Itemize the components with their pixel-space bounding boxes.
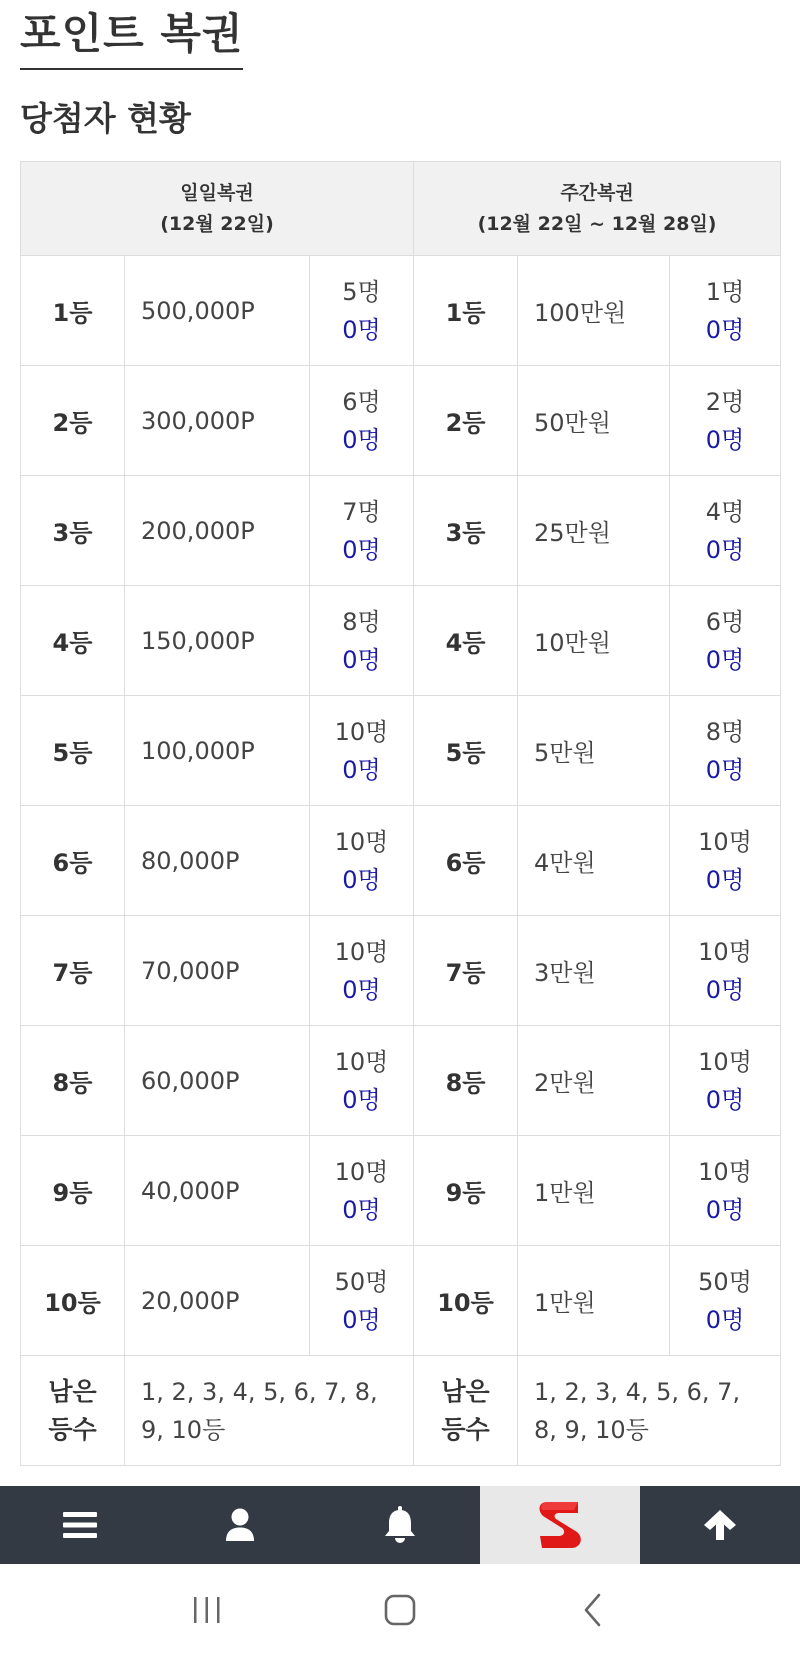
daily-quota: 50명 <box>334 1267 389 1296</box>
daily-rank: 3등 <box>21 476 125 586</box>
weekly-winners: 0명 <box>705 425 745 454</box>
daily-quota: 10명 <box>334 937 389 966</box>
weekly-prize: 1만원 <box>518 1246 670 1356</box>
recents-icon <box>191 1595 223 1625</box>
weekly-count-cell <box>670 366 781 476</box>
weekly-quota: 8명 <box>705 717 745 746</box>
daily-rank: 5등 <box>21 696 125 806</box>
daily-quota: 7명 <box>342 497 381 526</box>
remaining-label-line1: 남은 <box>441 1376 490 1406</box>
daily-count-cell <box>310 1136 414 1246</box>
weekly-count-cell <box>670 256 781 366</box>
weekly-rank: 4등 <box>414 586 518 696</box>
weekly-prize: 100만원 <box>518 256 670 366</box>
daily-rank: 2등 <box>21 366 125 476</box>
daily-winners: 0명 <box>342 535 381 564</box>
weekly-rank: 6등 <box>414 806 518 916</box>
table-row <box>21 476 781 586</box>
menu-icon <box>63 1511 97 1539</box>
weekly-rank: 3등 <box>414 476 518 586</box>
daily-remaining-label <box>21 1356 125 1466</box>
daily-winners: 0명 <box>342 1305 381 1334</box>
weekly-prize: 10만원 <box>518 586 670 696</box>
weekly-prize: 5만원 <box>518 696 670 806</box>
daily-count-cell <box>310 256 414 366</box>
scroll-top-button[interactable] <box>640 1486 800 1564</box>
weekly-quota: 2명 <box>705 387 745 416</box>
weekly-rank: 10등 <box>414 1246 518 1356</box>
table-row <box>21 256 781 366</box>
remaining-label-line2: 등수 <box>48 1414 97 1444</box>
user-button[interactable] <box>160 1486 320 1564</box>
table-row <box>21 586 781 696</box>
weekly-count-cell <box>670 1026 781 1136</box>
remaining-label-line2: 등수 <box>441 1414 490 1444</box>
weekly-remaining-ranks <box>518 1356 781 1466</box>
weekly-winners: 0명 <box>705 1085 745 1114</box>
home-button[interactable] <box>360 1580 440 1640</box>
weekly-winners: 0명 <box>705 315 745 344</box>
daily-rank: 1등 <box>21 256 125 366</box>
site-logo-button[interactable] <box>480 1486 640 1564</box>
daily-prize: 300,000P <box>125 366 310 476</box>
table-row <box>21 1246 781 1356</box>
recents-button[interactable] <box>167 1580 247 1640</box>
daily-quota: 10명 <box>334 1047 389 1076</box>
daily-quota: 5명 <box>342 277 381 306</box>
daily-lottery-title: 일일복권 <box>180 181 254 204</box>
daily-prize: 80,000P <box>125 806 310 916</box>
table-header-row <box>21 162 781 256</box>
weekly-rank: 9등 <box>414 1136 518 1246</box>
weekly-count-cell <box>670 1246 781 1356</box>
notifications-button[interactable] <box>320 1486 480 1564</box>
weekly-quota: 6명 <box>705 607 745 636</box>
daily-winners: 0명 <box>342 1085 381 1114</box>
daily-prize: 150,000P <box>125 586 310 696</box>
daily-rank: 9등 <box>21 1136 125 1246</box>
weekly-rank: 7등 <box>414 916 518 1026</box>
daily-prize: 20,000P <box>125 1246 310 1356</box>
weekly-count-cell <box>670 1136 781 1246</box>
daily-rank: 6등 <box>21 806 125 916</box>
weekly-lottery-date: (12월 22일 ~ 12월 28일) <box>477 212 717 235</box>
weekly-prize: 4만원 <box>518 806 670 916</box>
weekly-winners: 0명 <box>705 755 745 784</box>
prize-table-body <box>21 256 781 1356</box>
weekly-quota: 10명 <box>698 937 752 966</box>
table-row <box>21 1136 781 1246</box>
table-row <box>21 696 781 806</box>
weekly-winners: 0명 <box>705 1195 745 1224</box>
daily-rank: 8등 <box>21 1026 125 1136</box>
daily-quota: 6명 <box>342 387 381 416</box>
weekly-count-cell <box>670 696 781 806</box>
daily-prize: 100,000P <box>125 696 310 806</box>
page-title-wrap <box>20 6 243 70</box>
daily-quota: 10명 <box>334 827 389 856</box>
site-logo <box>534 1497 586 1553</box>
user-icon <box>225 1508 255 1542</box>
arrow-up-icon <box>703 1509 737 1541</box>
daily-quota: 8명 <box>342 607 381 636</box>
page-title: 포인트 복권 <box>20 6 243 70</box>
system-navigation-bar <box>0 1564 800 1656</box>
weekly-prize: 2만원 <box>518 1026 670 1136</box>
daily-count-cell <box>310 366 414 476</box>
table-row <box>21 916 781 1026</box>
bell-icon <box>383 1506 417 1544</box>
table-row <box>21 806 781 916</box>
weekly-quota: 10명 <box>698 1157 752 1186</box>
daily-prize: 500,000P <box>125 256 310 366</box>
daily-winners: 0명 <box>342 975 381 1004</box>
daily-count-cell <box>310 916 414 1026</box>
daily-prize: 40,000P <box>125 1136 310 1246</box>
daily-count-cell <box>310 1246 414 1356</box>
weekly-prize: 50만원 <box>518 366 670 476</box>
daily-lottery-date: (12월 22일) <box>160 212 274 235</box>
home-icon <box>384 1594 416 1626</box>
weekly-rank: 2등 <box>414 366 518 476</box>
weekly-winners: 0명 <box>705 975 745 1004</box>
weekly-winners: 0명 <box>705 535 745 564</box>
daily-count-cell <box>310 806 414 916</box>
weekly-winners: 0명 <box>705 865 745 894</box>
remaining-ranks-row <box>21 1356 781 1466</box>
daily-remaining-ranks <box>125 1356 414 1466</box>
weekly-quota: 4명 <box>705 497 745 526</box>
weekly-remaining-label <box>414 1356 518 1466</box>
daily-prize: 200,000P <box>125 476 310 586</box>
weekly-winners: 0명 <box>705 1305 745 1334</box>
daily-winners: 0명 <box>342 755 381 784</box>
daily-winners: 0명 <box>342 425 381 454</box>
weekly-prize: 3만원 <box>518 916 670 1026</box>
daily-winners: 0명 <box>342 315 381 344</box>
back-icon <box>582 1593 604 1627</box>
weekly-count-cell <box>670 916 781 1026</box>
section-title: 당첨자 현황 <box>20 99 191 138</box>
weekly-quota: 50명 <box>698 1267 752 1296</box>
weekly-rank: 8등 <box>414 1026 518 1136</box>
daily-prize: 60,000P <box>125 1026 310 1136</box>
daily-prize: 70,000P <box>125 916 310 1026</box>
remaining-label-line1: 남은 <box>48 1376 97 1406</box>
daily-count-cell <box>310 586 414 696</box>
daily-remaining-line1: 1, 2, 3, 4, 5, 6, 7, 8, <box>141 1377 378 1406</box>
weekly-count-cell <box>670 586 781 696</box>
daily-lottery-header <box>21 162 414 256</box>
menu-button[interactable] <box>0 1486 160 1564</box>
daily-count-cell <box>310 1026 414 1136</box>
weekly-remaining-line2: 8, 9, 10등 <box>534 1415 649 1444</box>
table-row <box>21 366 781 476</box>
bottom-nav-bar <box>0 1486 800 1564</box>
table-row <box>21 1026 781 1136</box>
daily-count-cell <box>310 476 414 586</box>
weekly-count-cell <box>670 476 781 586</box>
daily-quota: 10명 <box>334 1157 389 1186</box>
daily-winners: 0명 <box>342 645 381 674</box>
weekly-remaining-line1: 1, 2, 3, 4, 5, 6, 7, <box>534 1377 741 1406</box>
daily-rank: 4등 <box>21 586 125 696</box>
back-button[interactable] <box>553 1580 633 1640</box>
daily-rank: 10등 <box>21 1246 125 1356</box>
weekly-quota: 10명 <box>698 827 752 856</box>
weekly-winners: 0명 <box>705 645 745 674</box>
weekly-lottery-title: 주간복권 <box>560 181 634 204</box>
daily-rank: 7등 <box>21 916 125 1026</box>
weekly-lottery-header <box>414 162 781 256</box>
weekly-prize: 1만원 <box>518 1136 670 1246</box>
weekly-quota: 10명 <box>698 1047 752 1076</box>
weekly-quota: 1명 <box>705 277 745 306</box>
lottery-status-table <box>20 161 781 1466</box>
weekly-rank: 5등 <box>414 696 518 806</box>
daily-remaining-line2: 9, 10등 <box>141 1415 226 1444</box>
weekly-count-cell <box>670 806 781 916</box>
weekly-prize: 25만원 <box>518 476 670 586</box>
daily-winners: 0명 <box>342 865 381 894</box>
weekly-rank: 1등 <box>414 256 518 366</box>
daily-count-cell <box>310 696 414 806</box>
daily-quota: 10명 <box>334 717 389 746</box>
daily-winners: 0명 <box>342 1195 381 1224</box>
